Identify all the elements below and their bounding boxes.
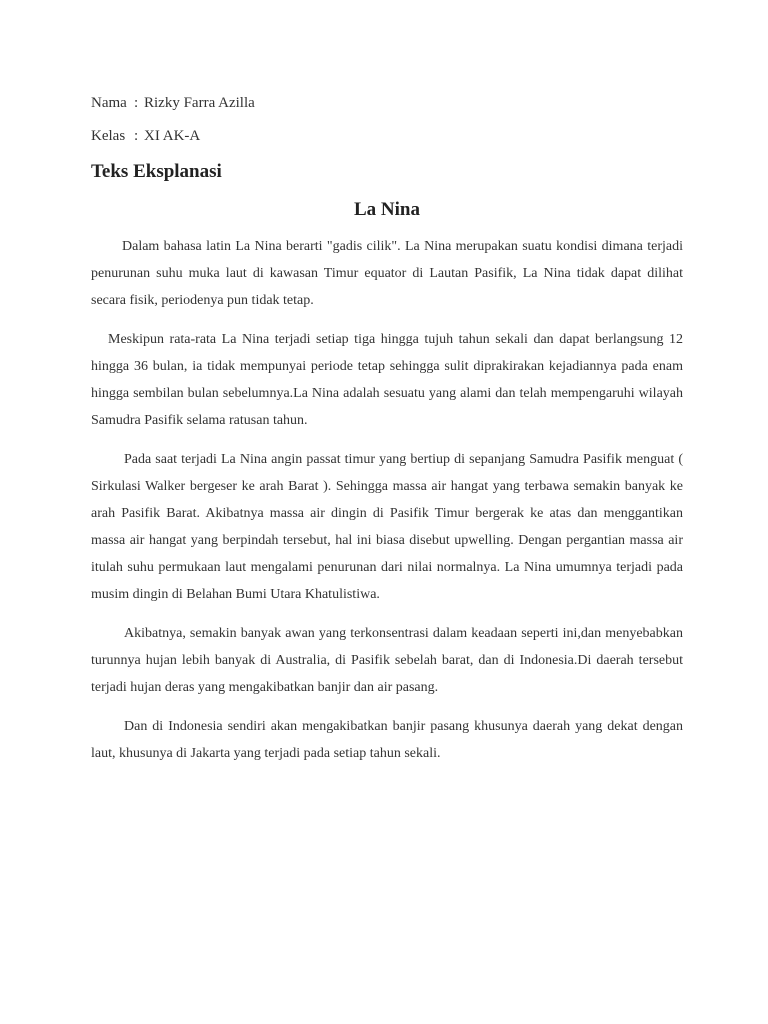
document-content <box>91 92 683 767</box>
student-name-line <box>91 92 683 114</box>
student-class: XI AK-A <box>144 128 201 144</box>
class-label: Kelas <box>91 128 126 144</box>
name-separator: : <box>134 95 139 111</box>
student-class-line <box>91 125 683 147</box>
student-name: Rizky Farra Azilla <box>144 95 255 111</box>
paragraph-indonesia: Dan di Indonesia sendiri akan mengakibatkan banjir pasang khusunya daerah yang dekat dengan laut, khusunya di Jakarta yang terjadi pada setiap tahun sekali. <box>91 719 683 761</box>
paragraph-process: Pada saat terjadi La Nina angin passat timur yang bertiup di sepanjang Samudra Pasifik menguat ( Sirkulasi Walker bergeser ke arah Barat ). Sehingga massa air hangat yang terbawa semakin banyak ke arah Pasifik Barat. Akibatnya massa air dingin di Pasifik Timur bergerak ke atas dan menggantikan massa air hangat yang berpindah tersebut, hal ini biasa disebut upwelling. Dengan pergantian massa air itulah suhu permukaan laut mengalami penurunan dari nilai normalnya. La Nina umumnya terjadi pada musim dingin di Belahan Bumi Utara Khatulistiwa. <box>91 452 683 602</box>
name-label: Nama <box>91 95 127 111</box>
text-type-heading: Teks Eksplanasi <box>91 161 222 182</box>
paragraph-definition: Dalam bahasa latin La Nina berarti "gadis cilik". La Nina merupakan suatu kondisi dimana terjadi penurunan suhu muka laut di kawasan Timur equator di Lautan Pasifik, La Nina tidak dapat dilihat secara fisik, periodenya pun tidak tetap. <box>91 239 683 308</box>
class-separator: : <box>134 128 139 144</box>
paragraph-frequency: Meskipun rata-rata La Nina terjadi setiap tiga hingga tujuh tahun sekali dan dapat berlangsung 12 hingga 36 bulan, ia tidak mempunyai periode tetap sehingga sulit diprakirakan kejadiannya pada enam hingga sembilan bulan sebelumnya.La Nina adalah sesuatu yang alami dan telah mempengaruhi wilayah Samudra Pasifik selama ratusan tahun. <box>91 332 683 428</box>
paragraph-effects: Akibatnya, semakin banyak awan yang terkonsentrasi dalam keadaan seperti ini,dan menyebabkan turunnya hujan lebih banyak di Australia, di Pasifik sebelah barat, dan di Indonesia.Di daerah tersebut terjadi hujan deras yang mengakibatkan banjir dan air pasang. <box>91 626 683 695</box>
document-title: La Nina <box>354 199 420 220</box>
